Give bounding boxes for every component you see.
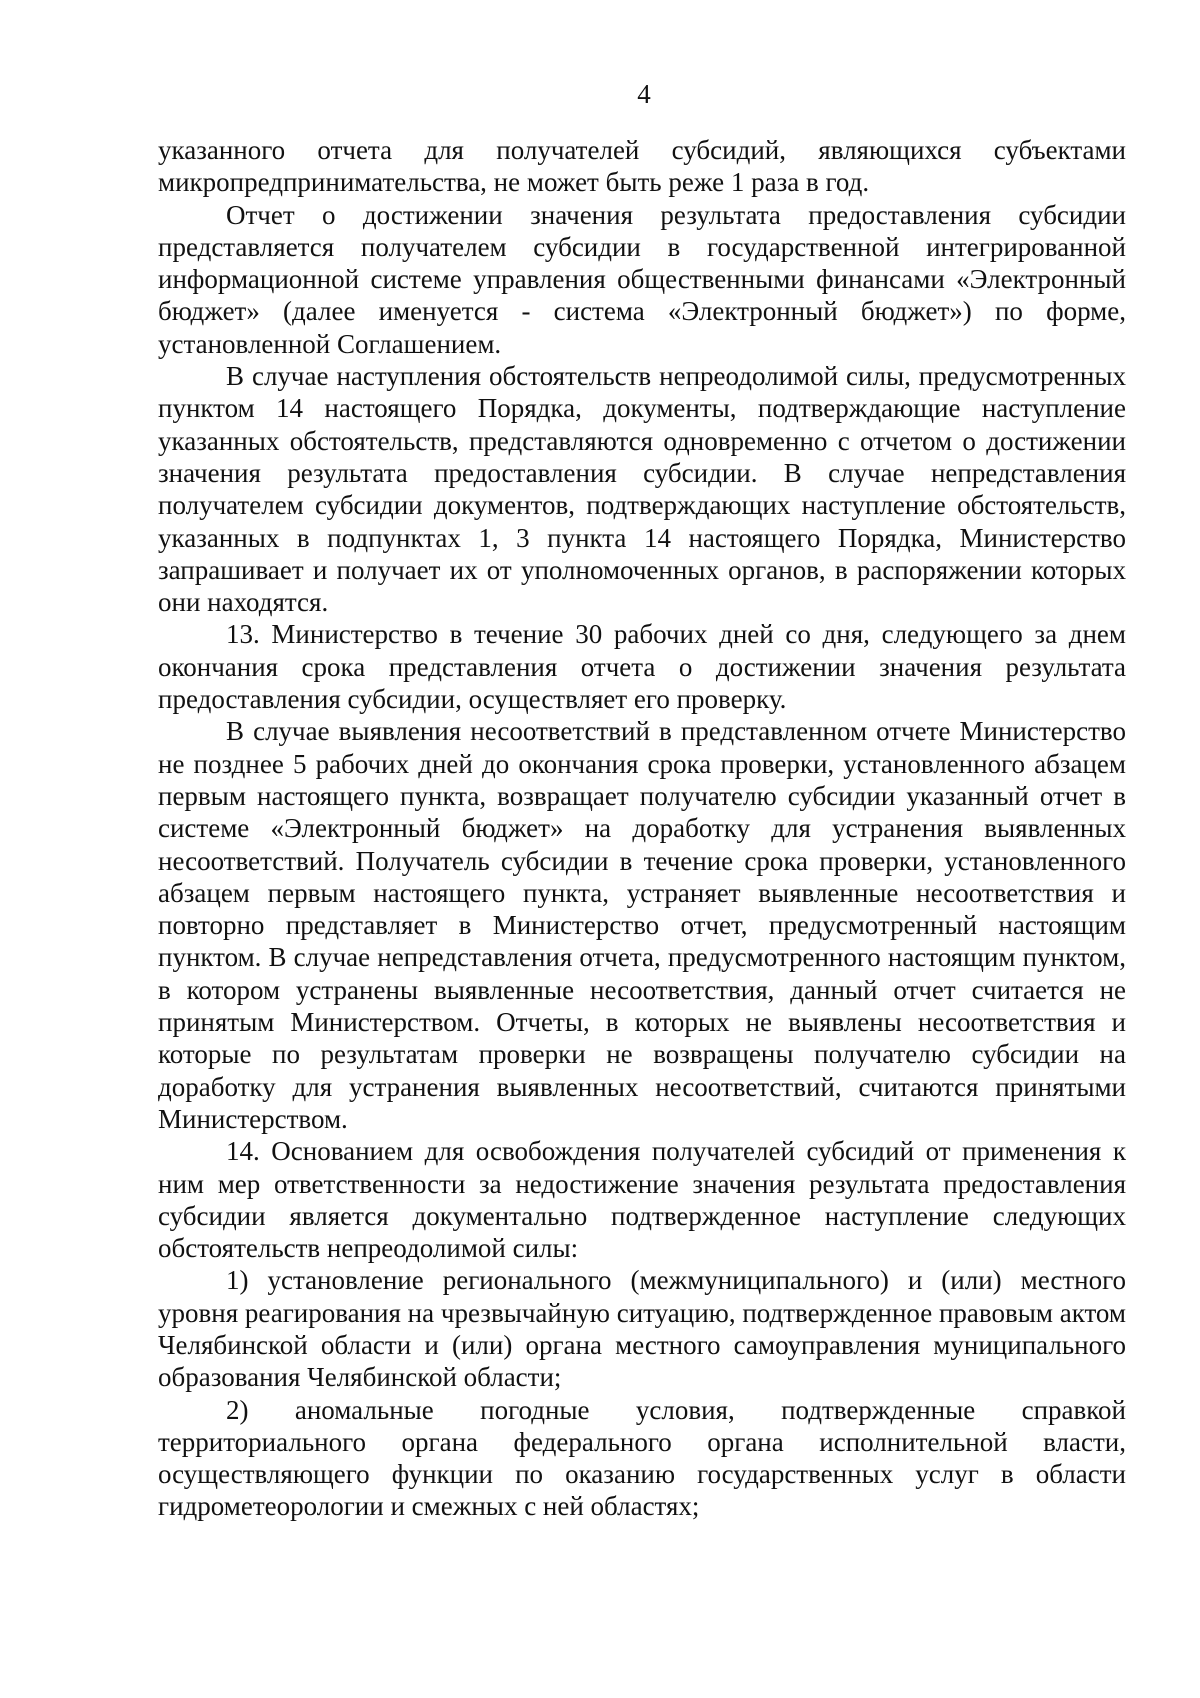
paragraph-14-exemption-grounds: 14. Основанием для освобождения получателей субсидий от применения к ним мер ответственности за недостижение значения результата предоставления субсидии является документально подтвержденное наступление следующих обстоятельств непреодолимой силы:	[158, 1136, 1126, 1264]
paragraph-report-submission: Отчет о достижении значения результата предоставления субсидии представляется получателем субсидии в государственной интегрированной информационной системе управления общественными финансами «Электронный бюджет» (далее именуется - система «Электронный бюджет») по форме, установленной Соглашением.	[158, 199, 1126, 359]
paragraph-subitem-1-emergency: 1) установление регионального (межмуниципального) и (или) местного уровня реагирования на чрезвычайную ситуацию, подтвержденное правовым актом Челябинской области и (или) органа местного самоуправления муниципального образования Челябинской области;	[158, 1265, 1126, 1393]
paragraph-report-frequency: указанного отчета для получателей субсидий, являющихся субъектами микропредпринимательства, не может быть реже 1 раза в год.	[158, 135, 1126, 198]
document-body	[158, 134, 1126, 1523]
page-number: 4	[637, 79, 651, 109]
paragraph-13-report-check: 13. Министерство в течение 30 рабочих дней со дня, следующего за днем окончания срока представления отчета о достижении значения результата предоставления субсидии, осуществляет его проверку.	[158, 619, 1126, 715]
paragraph-discrepancies: В случае выявления несоответствий в представленном отчете Министерство не позднее 5 рабочих дней до окончания срока проверки, установленного абзацем первым настоящего пункта, возвращает получателю субсидии указанный отчет в системе «Электронный бюджет» на доработку для устранения выявленных несоответствий. Получатель субсидии в течение срока проверки, установленного абзацем первым настоящего пункта, устраняет выявленные несоответствия и повторно представляет в Министерство отчет, предусмотренный настоящим пунктом. В случае непредставления отчета, предусмотренного настоящим пунктом, в котором устранены выявленные несоответствия, данный отчет считается не принятым Министерством. Отчеты, в которых не выявлены несоответствия и которые по результатам проверки не возвращены получателю субсидии на доработку для устранения выявленных несоответствий, считаются принятыми Министерством.	[158, 716, 1126, 1134]
paragraph-subitem-2-weather: 2) аномальные погодные условия, подтвержденные справкой территориального органа федерального органа исполнительной власти, осуществляющего функции по оказанию государственных услуг в области гидрометеорологии и смежных с ней областях;	[158, 1394, 1126, 1522]
paragraph-force-majeure-documents: В случае наступления обстоятельств непреодолимой силы, предусмотренных пунктом 14 настоящего Порядка, документы, подтверждающие наступление указанных обстоятельств, представляются одновременно с отчетом о достижении значения результата предоставления субсидии. В случае непредставления получателем субсидии документов, подтверждающих наступление обстоятельств, указанных в подпунктах 1, 3 пункта 14 настоящего Порядка, Министерство запрашивает и получает их от уполномоченных органов, в распоряжении которых они находятся.	[158, 361, 1126, 618]
